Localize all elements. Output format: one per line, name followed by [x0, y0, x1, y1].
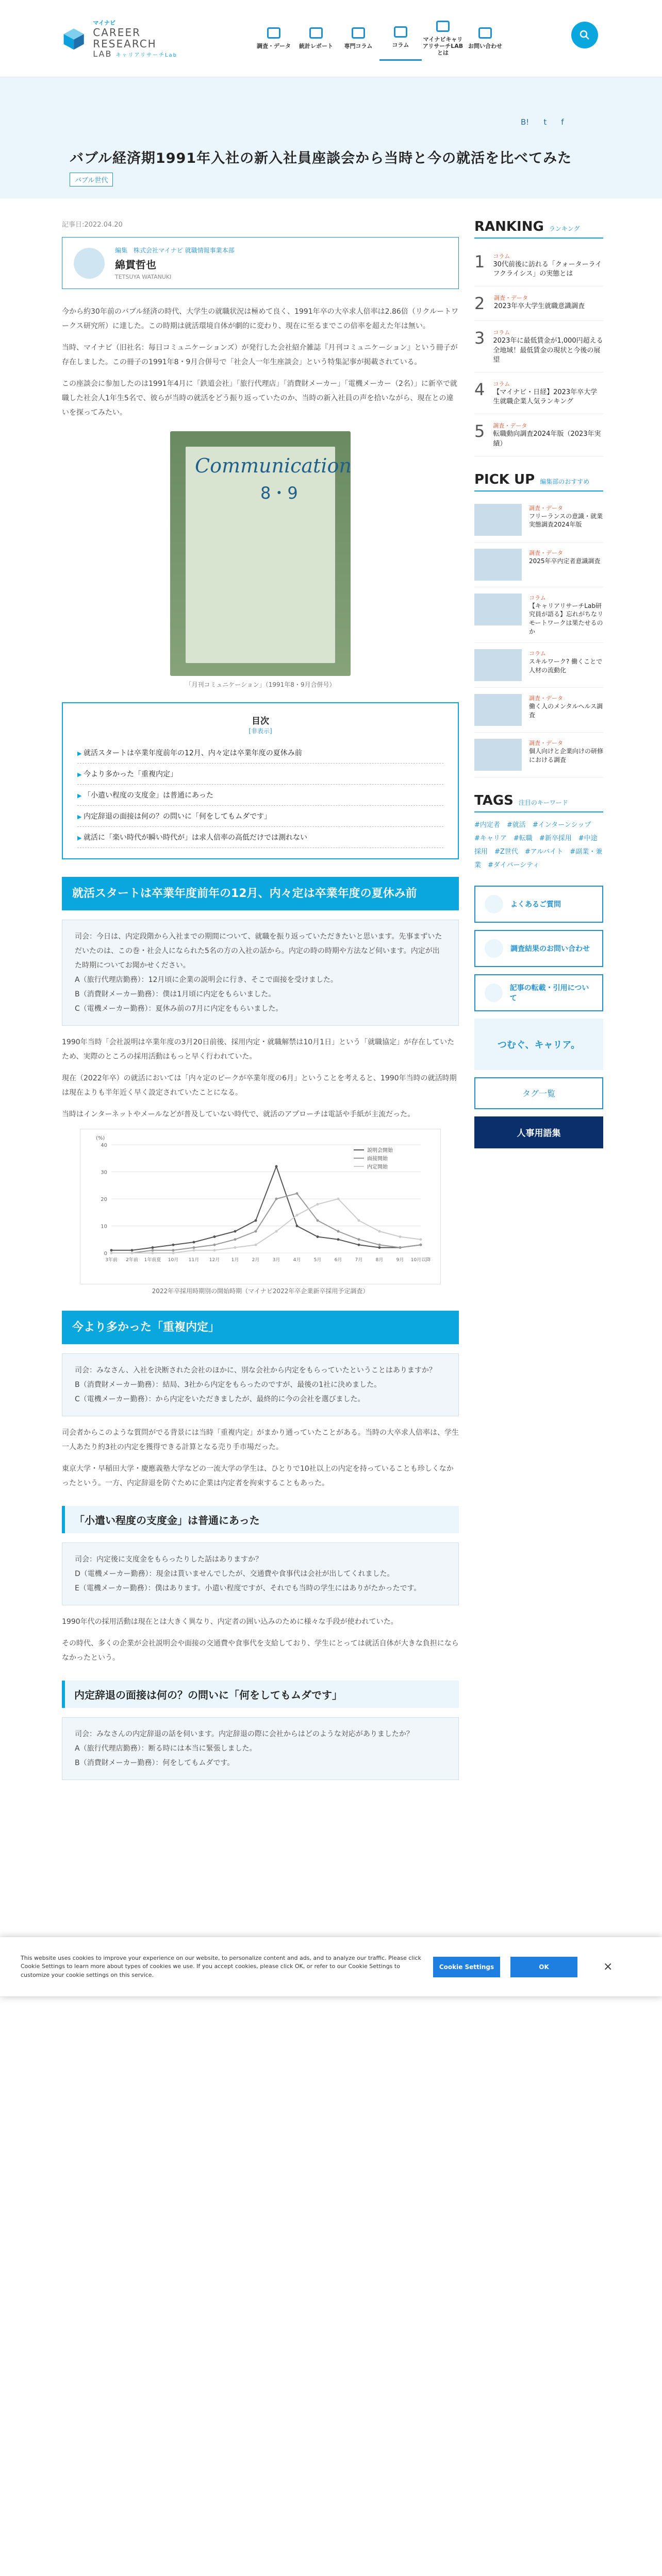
series-line — [111, 1194, 421, 1253]
data-point — [172, 1252, 175, 1255]
pickup-thumbnail — [474, 739, 522, 771]
data-point — [378, 1244, 381, 1246]
qa-line: 司会：みなさんの内定辞退の話を伺います。内定辞退の際に会社からはどのような対応がありましたか？ — [75, 1730, 413, 1738]
chart-caption: 2022年卒採用時期別の開始時期（マイナビ2022年卒企業新卒採用予定調査） — [152, 1287, 369, 1295]
ranking-number: 1 — [474, 252, 485, 272]
site-logo[interactable] — [62, 19, 196, 59]
pickup-subtitle: 編集部のおすすめ — [540, 478, 590, 485]
tag-cloud — [474, 819, 603, 872]
ranking-category: コラム — [493, 380, 510, 387]
x-tick-label: 9月 — [396, 1258, 404, 1263]
pickup-category: 調査・データ — [529, 549, 563, 556]
body-paragraph: 当時はインターネットやメールなどが普及していない時代で、就活のアプローチは電話や手紙が主流だった。 — [62, 1110, 415, 1118]
hatena-share-icon[interactable]: B! — [521, 117, 529, 127]
pickup-title-text: 働く人のメンタルヘルス調査 — [529, 702, 603, 719]
logo-cube-icon — [62, 25, 86, 52]
toc-item[interactable]: ▶ 内定辞退の面接は何の？の問いに「何をしてもムダです」 — [77, 806, 443, 827]
section-heading: 「小遣い程度の支度金」は普通にあった — [62, 1506, 459, 1533]
data-point — [399, 1246, 402, 1249]
x-tick-label: 2月 — [252, 1258, 260, 1263]
data-point — [213, 1249, 216, 1251]
data-point — [110, 1249, 113, 1251]
legend-label: 説明会開始 — [367, 1148, 393, 1154]
author-name: 綿貫哲也 — [115, 259, 156, 271]
mail-icon — [485, 939, 503, 958]
qa-line: C（電機メーカー勤務）：から内定をいただきましたが、最終的に今の会社を選びました。 — [75, 1395, 365, 1403]
ranking-title: RANKING — [474, 219, 544, 234]
data-point — [152, 1249, 154, 1251]
ranking-number: 2 — [474, 294, 485, 314]
article-hero — [0, 77, 662, 198]
data-point — [358, 1244, 360, 1246]
data-point — [131, 1249, 134, 1251]
x-tick-label: 3月 — [272, 1258, 280, 1263]
data-point — [420, 1244, 422, 1246]
qa-line: D（電機メーカー勤務）：現金は貰いませんでしたが、交通費や食事代は会社が出してくれました。 — [75, 1570, 394, 1578]
pickup-thumbnail — [474, 594, 522, 625]
data-point — [172, 1249, 175, 1251]
pickup-thumbnail — [474, 694, 522, 726]
x-tick-label: 1月 — [231, 1258, 239, 1263]
reprint-button[interactable] — [474, 974, 603, 1011]
contact-button[interactable] — [474, 930, 603, 967]
pickup-thumbnail — [474, 549, 522, 581]
x-tick-label: 4月 — [293, 1258, 301, 1263]
magazine-photo — [170, 431, 351, 676]
ranking-title-text: 2023年に最低賃金が1,000円超える全地域！最低賃金の現状と今後の展望 — [493, 337, 603, 364]
section-heading: 就活スタートは卒業年度前年の12月、内々定は卒業年度の夏休み前 — [62, 877, 459, 910]
interview-box — [62, 1543, 459, 1605]
tag-link[interactable]: #転職 — [513, 834, 539, 842]
pickup-title: PICK UP — [474, 471, 535, 487]
search-icon — [580, 30, 590, 40]
pickup-item[interactable] — [474, 587, 603, 643]
pickup-category: 調査・データ — [529, 504, 563, 512]
tag-list-button[interactable]: タグ一覧 — [474, 1077, 603, 1109]
chart-svg — [80, 1129, 440, 1284]
intro-paragraph: 今から約30年前のバブル経済の時代、大学生の就職状況は極めて良く、1991年卒の大卒求人倍率は2.86倍（リクルートワークス研究所）に達した。この時期は就活環境自体が劇的に変わり、現在に至るまでこの倍率を超えた年は無い。 — [62, 308, 459, 330]
pickup-title-text: スキルワーク? 働くことで人材の流動化 — [529, 657, 603, 674]
author-name-en: TETSUYA WATANUKI — [115, 274, 172, 280]
data-point — [234, 1230, 237, 1233]
data-point — [296, 1192, 299, 1195]
question-icon — [485, 895, 503, 913]
interview-box — [62, 1717, 459, 1780]
nav-expert-column[interactable]: 専門コラム — [337, 16, 379, 61]
data-point — [255, 1230, 257, 1233]
interview-box — [62, 1353, 459, 1416]
ranking-title-text: 30代前後に訪れる「クォーターライフクライシス」の実態とは — [493, 261, 602, 278]
faq-label: よくあるご質問 — [510, 900, 561, 909]
x-tick-label: 11月 — [188, 1258, 200, 1263]
data-point — [213, 1244, 216, 1246]
global-nav — [253, 16, 506, 61]
ranking-category: 調査・データ — [493, 422, 527, 430]
qa-line: 司会：内定後に支度金をもらったりした話はありますか？ — [75, 1555, 262, 1564]
recruitment-timing-chart — [80, 1129, 441, 1284]
data-point — [296, 1214, 299, 1216]
tag-link[interactable]: #副業・兼業 — [474, 848, 603, 869]
intro-paragraph: 当時、マイナビ（旧社名：毎日コミュニケーションズ）が発行した会社紹介雑誌『月刊コミュニケーション』という冊子が存在しました。この冊子の1991年8・9月合併号で「社会人一年生座談会」という特集記事が掲載されている。 — [62, 344, 458, 366]
y-tick-label: 20 — [101, 1197, 107, 1202]
author-avatar — [74, 248, 105, 279]
data-point — [234, 1246, 237, 1249]
magazine-cover — [186, 447, 335, 663]
photo-caption: 「月刊コミュニケーション」（1991年8・9月合併号） — [185, 681, 336, 688]
twitter-share-icon[interactable]: t — [543, 117, 547, 127]
tag-link[interactable]: #ダイバーシティ — [488, 861, 547, 869]
toc-item[interactable]: ▶ 今より多かった「重複内定」 — [77, 764, 443, 785]
cookie-text: This website uses cookies to improve your experience on our website, to personalize content and ads, and to analyze our traffic. Please click Cookie Settings to learn more about types of cookies we use. If you accept cookies, please click OK, or refer to our Cookie Settings to customize your cookie settings on this service. — [21, 1954, 421, 1978]
tag-link[interactable]: #アルバイト — [524, 848, 570, 856]
brand-main: CAREER RESEARCH — [93, 26, 157, 50]
body-paragraph: 司会者からこのような質問がでる背景には当時「重複内定」がまかり通っていたことがある。当時の大卒求人倍率は、学生一人あたり約3社の内定を獲得できる計算となる売り手市場だった。 — [62, 1429, 459, 1451]
page-title: バブル経済期1991年入社の新入社員座談会から当時と今の就活を比べてみた — [70, 150, 572, 166]
tag-link[interactable]: #Z世代 — [494, 848, 525, 856]
data-point — [255, 1219, 257, 1222]
data-point — [255, 1244, 257, 1246]
ranking-category: コラム — [493, 253, 510, 260]
pickup-category: コラム — [529, 594, 546, 601]
y-tick-label: 10 — [101, 1224, 107, 1230]
tag-link[interactable]: #新卒採用 — [539, 834, 578, 842]
contact-label: 調査結果のお問い合わせ — [510, 944, 590, 953]
magazine-title: Communication — [195, 454, 352, 477]
cookie-banner — [0, 1937, 662, 1996]
ranking-item[interactable] — [474, 286, 603, 321]
nav-research-data[interactable]: 調査・データ — [253, 16, 295, 61]
x-tick-label: 5月 — [313, 1258, 322, 1263]
section-heading: 内定辞退の面接は何の？の問いに「何をしてもムダです」 — [62, 1681, 459, 1708]
qa-line: A（旅行代理店勤務）：断る時には本当に緊張しました。 — [75, 1744, 257, 1753]
x-tick-label: 10月以降 — [410, 1258, 431, 1263]
brand-top: マイナビ — [93, 19, 116, 26]
body-paragraph: 東京大学・早稲田大学・慶應義塾大学などの一流大学の学生は、ひとりで10社以上の内定を持っていることも珍しくなかったという。一方、内定辞退を防ぐために企業は内定者を拘束することもあった。 — [62, 1465, 454, 1487]
pickup-item[interactable] — [474, 498, 603, 543]
ranking-category: 調査・データ — [494, 295, 528, 302]
body-paragraph: その時代、多くの企業が会社説明会や面接の交通費や食事代を支給しており、学生にとっては就活自体が大きな負担にならなかったという。 — [62, 1639, 459, 1662]
tag-link[interactable]: #内定者 — [474, 821, 507, 829]
body-paragraph: 1990年代の採用活動は現在とは大きく異なり、内定者の囲い込みのために様々な手段が使われていた。 — [62, 1618, 398, 1626]
tags-title: TAGS — [474, 792, 514, 808]
data-point — [152, 1252, 154, 1255]
toc-toggle[interactable]: [非表示] — [249, 727, 272, 735]
cookie-settings-button[interactable]: Cookie Settings — [433, 1957, 500, 1977]
pickup-category: コラム — [529, 650, 546, 657]
column-icon — [394, 26, 407, 38]
hr-glossary-button[interactable]: 人事用語集 — [474, 1116, 603, 1148]
nav-about[interactable]: マイナビキャリアリサーチLABとは — [422, 16, 464, 61]
ranking-number: 5 — [474, 421, 485, 442]
toc-title: 目次 — [252, 716, 269, 726]
data-point — [110, 1252, 113, 1255]
qa-line: A（旅行代理店勤務）：12月頃に企業の説明会に行き、そこで面接を受けました。 — [75, 976, 338, 984]
body-paragraph: 現在（2022年卒）の就活においては「内々定のピークが卒業年度の6月」ということを考えると、1990年当時の就活時期は現在よりも半年近く早く設定されていたことになる。 — [62, 1074, 457, 1097]
data-point — [234, 1238, 237, 1241]
data-point — [337, 1238, 340, 1241]
close-icon[interactable]: × — [603, 1960, 613, 1973]
x-tick-label: 2年前 — [126, 1258, 138, 1263]
info-icon — [436, 21, 450, 32]
data-point — [378, 1246, 381, 1249]
pickup-title-text: 2025年卒内定者意識調査 — [529, 557, 601, 565]
pickup-item[interactable] — [474, 543, 603, 587]
pickup-item[interactable] — [474, 643, 603, 688]
interview-box — [62, 920, 459, 1026]
data-point — [193, 1241, 195, 1244]
ranking-item[interactable] — [474, 321, 603, 372]
section-heading: 今より多かった「重複内定」 — [62, 1311, 459, 1344]
data-point — [193, 1246, 195, 1249]
legend-label: 面接開始 — [367, 1156, 388, 1162]
data-point — [317, 1235, 319, 1238]
tag-link[interactable]: #中途採用 — [474, 834, 598, 856]
cookie-ok-button[interactable]: OK — [510, 1957, 577, 1977]
y-tick-label: 30 — [101, 1170, 107, 1176]
ranking-category: コラム — [493, 329, 510, 336]
x-tick-label: 8月 — [375, 1258, 384, 1263]
qa-line: B（消費財メーカー勤務）：僕は1月頃に内定をもらいました。 — [75, 990, 276, 998]
qa-line: B（消費財メーカー勤務）：結局、3社から内定をもらったのですが、最後の1社に決めました。 — [75, 1381, 382, 1389]
x-tick-label: 3年前 — [105, 1258, 118, 1263]
data-point — [358, 1238, 360, 1241]
y-tick-label: 40 — [101, 1143, 107, 1148]
intro-paragraph: この座談会に参加したのは1991年4月に「鉄道会社」「旅行代理店」「消費財メーカー」「電機メーカー（2名）」に新卒で就職した社会人1年生5名で、彼らが当時の就活をどう振り返っていたのか、当時の新入社員の声を拾いながら、現在との違いを探ってみたい。 — [62, 380, 457, 417]
report-icon — [309, 27, 323, 39]
qa-line: B（消費財メーカー勤務）：何をしてもムダです。 — [75, 1759, 235, 1767]
ranking-title-text: 2023年卒大学生就職意識調査 — [494, 302, 585, 311]
tag-link[interactable]: #インターンシップ — [532, 821, 598, 829]
data-point — [275, 1198, 278, 1200]
qa-line: E（電機メーカー勤務）：僕はあります。小遣い程度ですが、それでも当時の学生にはありがたかったです。 — [75, 1584, 421, 1592]
pickup-title-text: 個人向けと企業向けの研修における調査 — [529, 747, 604, 764]
legend-label: 内定開始 — [367, 1164, 388, 1170]
faq-button[interactable] — [474, 886, 603, 923]
nav-reports[interactable]: 統計レポート — [295, 16, 337, 61]
facebook-share-icon[interactable]: f — [561, 117, 564, 127]
ranking-title-text: 【マイナビ・日経】2023年卒大学生就職企業人気ランキング — [493, 388, 598, 406]
pickup-category: 調査・データ — [529, 694, 563, 702]
toc-item[interactable]: ▶ 就活スタートは卒業年度前年の12月、内々定は卒業年度の夏休み前 — [77, 742, 443, 764]
brand-sub: キャリアリサーチLab — [115, 52, 178, 58]
table-of-contents — [62, 702, 459, 859]
article-tag[interactable]: バブル世代 — [70, 173, 113, 187]
ranking-item[interactable] — [474, 245, 603, 286]
author-card — [62, 237, 459, 289]
pickup-item[interactable] — [474, 733, 603, 777]
pickup-thumbnail — [474, 649, 522, 681]
x-tick-label: 6月 — [334, 1258, 342, 1263]
pickup-thumbnail — [474, 504, 522, 536]
y-axis-label: (%) — [96, 1136, 105, 1141]
document-icon — [485, 984, 503, 1002]
x-tick-label: 7月 — [355, 1258, 363, 1263]
pickup-item[interactable] — [474, 688, 603, 733]
ranking-item[interactable] — [474, 414, 603, 456]
ranking-subtitle: ランキング — [549, 225, 580, 232]
mail-icon — [478, 27, 492, 39]
body-paragraph: 1990年当時「会社説明は卒業年度の3月20日前後、採用内定・就職解禁は10月1日」という「就職協定」が存在していたため、実際のところの採用活動はもっと早く行われていた。 — [62, 1038, 455, 1061]
author-role: 編集 株式会社マイナビ 就職情報事業本部 — [115, 247, 235, 254]
qa-line: C（電機メーカー勤務）：夏休み前の7月に内定をもらいました。 — [75, 1005, 283, 1013]
data-point — [317, 1219, 319, 1222]
tags-subtitle: 注目のキーワード — [518, 799, 568, 806]
pickup-category: 調査・データ — [529, 739, 563, 747]
data-point — [358, 1219, 360, 1222]
qa-line: 司会：みなさん、入社を決断された会社のほかに、別な会社から内定をもらっていたということはありますか？ — [75, 1366, 436, 1375]
x-tick-label: 10月 — [168, 1258, 179, 1263]
brand-lab: LAB — [93, 48, 112, 59]
tag-link[interactable]: #就活 — [506, 821, 533, 829]
ranking-item[interactable] — [474, 372, 603, 414]
ranking-number: 4 — [474, 379, 485, 399]
pickup-title-text: 【キャリアリサーチLab研究員が語る】忘れがちなリモートワークは果たせるのか — [529, 602, 604, 636]
qa-line: 司会：今日は、内定段階から入社までの期間について、就職を振り返っていただきたいと思います。先事まずいただいたのは、この巻・社会人になられた5名の方の入社の話から。内定の時の時期や方法など伺います。内定が出た時期についてお聞かせください。 — [75, 933, 442, 970]
data-point — [131, 1252, 134, 1255]
data-point — [213, 1235, 216, 1238]
data-point — [275, 1230, 278, 1233]
share-buttons — [521, 117, 564, 127]
reprint-label: 記事の転載・引用について — [509, 984, 589, 1003]
book-icon — [352, 27, 365, 39]
toc-item[interactable]: ▶ 「小遣い程度の支度金」は普通にあった — [77, 785, 443, 806]
data-point — [420, 1238, 422, 1241]
sidebar — [474, 219, 603, 1148]
chart-icon — [267, 27, 280, 39]
toc-item[interactable]: ▶ 就活に「楽い時代が瞬い時代が」は求人倍率の高低だけでは測れない — [77, 827, 443, 848]
data-point — [193, 1249, 195, 1251]
career-banner[interactable]: つむぐ、キャリア。 — [474, 1019, 603, 1070]
search-button[interactable] — [571, 22, 598, 48]
data-point — [317, 1203, 319, 1206]
magazine-issue: 8・9 — [260, 483, 298, 503]
nav-contact[interactable]: お問い合わせ — [464, 16, 506, 61]
pickup-title-text: フリーランスの意識・就業実態調査2024年版 — [529, 512, 603, 529]
ranking-title-text: 転職動向調査2024年版（2023年実績） — [493, 430, 601, 448]
article-date: 記事日:2022.04.20 — [62, 221, 123, 229]
y-tick-label: 0 — [104, 1251, 107, 1257]
data-point — [337, 1198, 340, 1200]
data-point — [378, 1230, 381, 1233]
data-point — [275, 1165, 278, 1168]
x-tick-label: 12月 — [209, 1258, 220, 1263]
data-point — [296, 1225, 299, 1227]
site-header — [0, 0, 662, 77]
data-point — [172, 1244, 175, 1246]
data-point — [152, 1246, 154, 1249]
data-point — [399, 1235, 402, 1238]
ranking-number: 3 — [474, 328, 485, 348]
data-point — [337, 1230, 340, 1233]
tag-link[interactable]: #キャリア — [474, 834, 514, 842]
nav-column[interactable]: コラム — [379, 16, 422, 61]
x-tick-label: 1年前夏 — [144, 1258, 161, 1263]
article-body — [62, 219, 459, 2576]
